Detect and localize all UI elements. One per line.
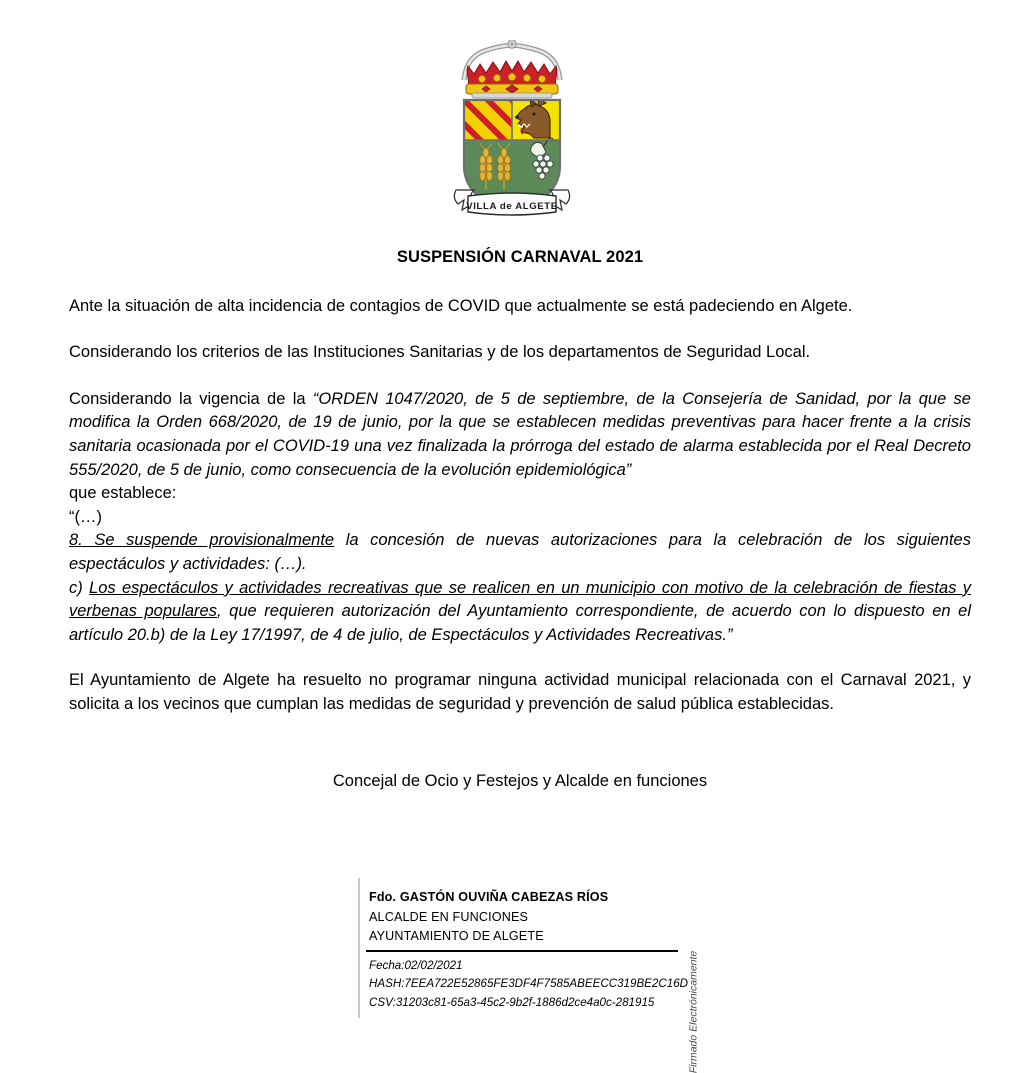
signature-hash: HASH:7EEA722E52865FE3DF4F7585ABEECC319BE2C16D: [369, 977, 689, 991]
paragraph-incidencia: Ante la situación de alta incidencia de contagios de COVID que actualmente se está padeciendo en Algete.: [69, 297, 853, 315]
crown-group: [464, 40, 560, 98]
quote-que-establece: que establece:: [69, 484, 177, 503]
signature-date: Fecha:02/02/2021: [369, 958, 463, 972]
coat-of-arms-header: [0, 0, 1024, 212]
quote-intro-text: Considerando la vigencia de la: [69, 389, 313, 408]
coat-of-arms-algete-icon: [442, 40, 582, 220]
closing-signature-role: Concejal de Ocio y Festejos y Alcalde en funciones: [332, 771, 708, 790]
quote-ellipsis: “(…): [69, 507, 102, 526]
banner-text: VILLA de ALGETE: [466, 201, 558, 212]
quote-item-8-rest: la concesión de nuevas autorizaciones para la celebración de los siguientes espectáculos y actividades: (…).: [69, 531, 971, 574]
quote-item-c: [69, 577, 971, 648]
banner-scroll: [454, 190, 569, 215]
quote-item-c-prefix: c): [69, 578, 90, 597]
document-body: [69, 248, 971, 791]
quote-item-8: [69, 529, 971, 576]
signature-organization: AYUNTAMIENTO DE ALGETE: [369, 929, 544, 944]
signature-signer-name: Fdo. GASTÓN OUVIÑA CABEZAS RÍOS: [369, 890, 609, 904]
signature-vertical-label: Firmado Electrónicamente: [687, 950, 699, 1073]
electronic-signature-block: [358, 878, 706, 1018]
quote-item-8-underlined: 8. Se suspende provisionalmente: [69, 531, 335, 550]
signature-role: ALCALDE EN FUNCIONES: [369, 909, 529, 924]
quote-item-c-rest: , que requieren autorización del Ayuntamiento correspondiente, de acuerdo con lo dispuesto en el artículo 20.b) de la Ley 17/1997, de 4 de julio, de Espectáculos y Actividades Recreativas.”: [69, 602, 972, 644]
paragraph-criterios: Considerando los criterios de las Instituciones Sanitarias y de los departamentos de Seguridad Local.: [69, 343, 811, 362]
signature-vertical-label-wrap: [684, 886, 702, 1073]
quote-order-citation: “ORDEN 1047/2020, de 5 de septiembre, de la Consejería de Sanidad, por la que se modifica la Orden 668/2020, de 19 de junio, por la que se establecen medidas preventivas para hacer frente a la crisis sanitaria ocasionada por el COVID-19 una vez finalizada la prórroga del estado de alarma establecida por el Real Decreto 555/2020, de 5 de junio, como consecuencia de la evolución epidemiológica”: [69, 389, 971, 479]
signature-csv: CSV:31203c81-65a3-45c2-9b2f-1886d2ce4a0c-281915: [369, 996, 655, 1010]
page-title: SUSPENSIÓN CARNAVAL 2021: [396, 248, 644, 266]
quoted-order-block: [69, 388, 971, 648]
signature-divider: [366, 950, 678, 952]
quote-item-c-underlined: Los espectáculos y actividades recreativas que se realicen en un municipio con motivo de la celebración de fiestas y verbenas populares: [69, 578, 971, 621]
paragraph-resolucion: El Ayuntamiento de Algete ha resuelto no programar ninguna actividad municipal relacionada con el Carnaval 2021, y solicita a los vecinos que cumplan las medidas de seguridad y prevención de salud pública establecidas.: [69, 671, 971, 713]
